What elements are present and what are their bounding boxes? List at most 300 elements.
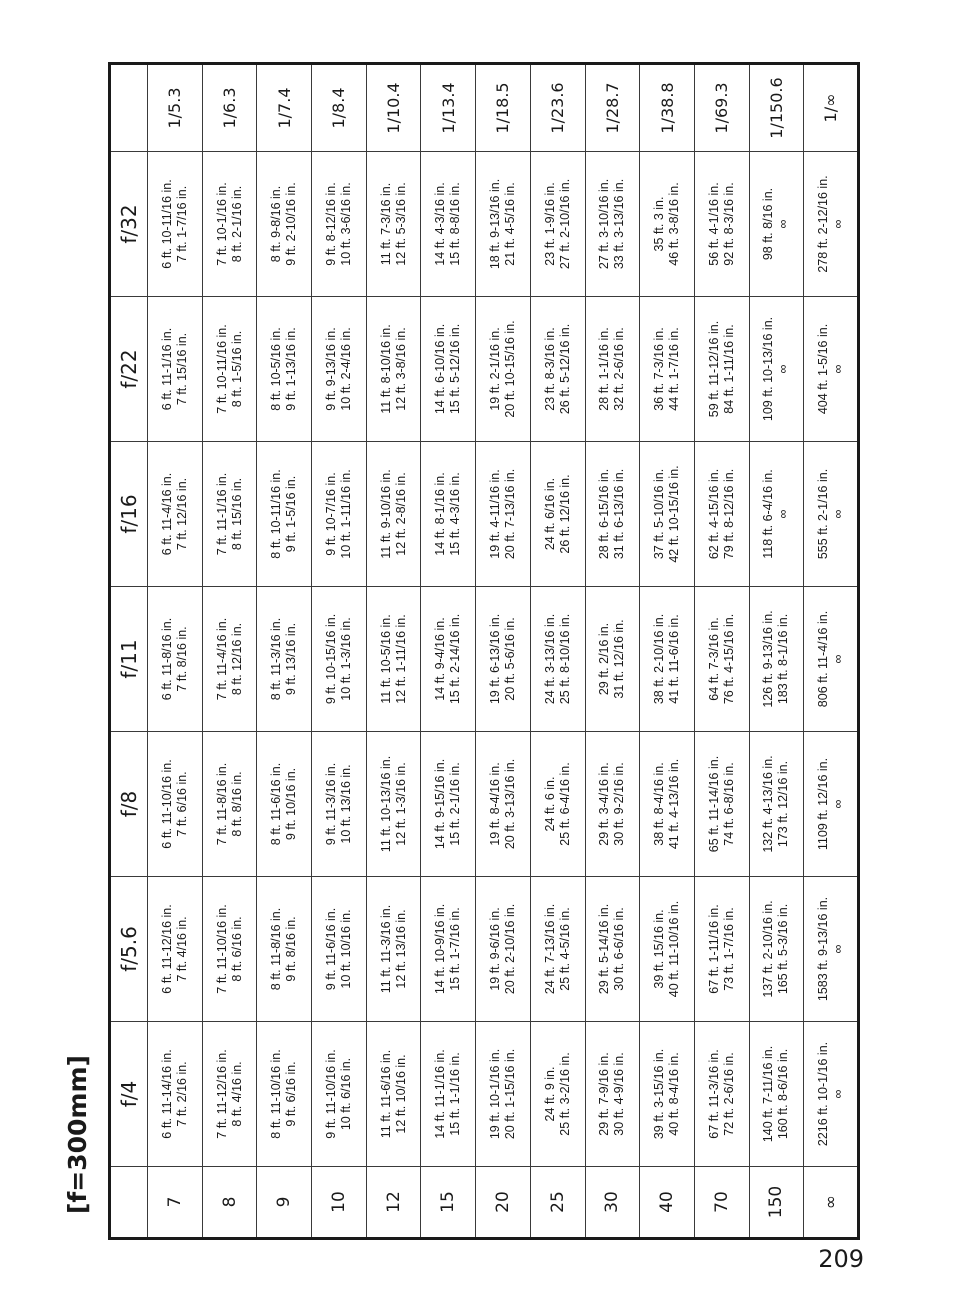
near-limit: 9 ft. 11-3/16 in.: [323, 762, 338, 846]
far-limit: 10 ft. 3-6/16 in.: [338, 182, 353, 266]
near-limit: 56 ft. 4-1/16 in.: [706, 182, 721, 266]
near-limit: 11 ft. 10-5/16 in.: [378, 614, 393, 704]
distance-cell: 9: [257, 1167, 312, 1239]
dof-range-cell: [421, 297, 476, 442]
distance-cell: 150: [749, 1167, 804, 1239]
far-limit: 7 ft. 2/16 in.: [174, 1061, 189, 1127]
far-limit: 26 ft. 5-12/16 in.: [557, 323, 572, 415]
reproduction-ratio-cell: 1/7.4: [257, 64, 312, 152]
dof-range-cell: [694, 587, 749, 732]
near-limit: 9 ft. 10-15/16 in.: [323, 613, 338, 705]
far-limit: 7 ft. 8/16 in.: [174, 626, 189, 692]
near-limit: 11 ft. 9-10/16 in.: [378, 469, 393, 559]
far-limit: 165 ft. 5-3/16 in.: [776, 903, 791, 995]
far-limit: 41 ft. 11-6/16 in.: [667, 614, 682, 704]
near-limit: 14 ft. 6-10/16 in.: [433, 323, 448, 415]
near-limit: 126 ft. 9-13/16 in.: [761, 610, 776, 708]
near-limit: 67 ft. 1-11/16 in.: [706, 904, 721, 994]
near-limit: 7 ft. 11-8/16 in.: [214, 762, 229, 846]
reproduction-ratio-cell: 1/38.8: [640, 64, 695, 152]
far-limit: 9 ft. 1-5/16 in.: [284, 475, 299, 553]
near-limit: 23 ft. 1-9/16 in.: [542, 182, 557, 266]
near-limit: 19 ft. 2-1/16 in.: [487, 327, 502, 411]
near-limit: 11 ft. 11-6/16 in.: [378, 1049, 393, 1139]
far-limit: 8 ft. 15/16 in.: [229, 477, 244, 551]
far-limit: ∞: [830, 219, 845, 229]
distance-cell: 10: [312, 1167, 367, 1239]
dof-range-cell: [694, 877, 749, 1022]
far-limit: 31 ft. 6-13/16 in.: [612, 468, 627, 560]
far-limit: 20 ft. 5-6/16 in.: [502, 617, 517, 701]
dof-range-cell: [148, 877, 203, 1022]
near-limit: 11 ft. 8-10/16 in.: [378, 324, 393, 414]
far-limit: 10 ft. 10/16 in.: [338, 909, 353, 989]
table-row: [148, 64, 203, 1239]
far-limit: 10 ft. 13/16 in.: [338, 764, 353, 844]
far-limit: 8 ft. 6/16 in.: [229, 916, 244, 982]
near-limit: 19 ft. 10-1/16 in.: [487, 1048, 502, 1140]
dof-range-cell: [640, 1022, 695, 1167]
dof-range-cell: [202, 877, 257, 1022]
table-row: [749, 64, 804, 1239]
reproduction-ratio-cell: 1/69.3: [694, 64, 749, 152]
near-limit: 7 ft. 10-11/16 in.: [214, 324, 229, 414]
dof-range-cell: [640, 732, 695, 877]
far-limit: ∞: [830, 799, 845, 809]
distance-cell: 30: [585, 1167, 640, 1239]
dof-range-cell: [148, 1022, 203, 1167]
far-limit: ∞: [830, 944, 845, 954]
far-limit: 9 ft. 6/16 in.: [284, 1061, 299, 1127]
distance-cell: 20: [476, 1167, 531, 1239]
far-limit: 10 ft. 6/16 in.: [338, 1057, 353, 1131]
near-limit: 23 ft. 8-3/16 in.: [542, 327, 557, 411]
near-limit: 65 ft. 11-14/16 in.: [706, 755, 721, 853]
far-limit: 84 ft. 1-11/16 in.: [721, 324, 736, 414]
far-limit: 73 ft. 1-7/16 in.: [721, 907, 736, 991]
near-limit: 11 ft. 10-13/16 in.: [378, 755, 393, 853]
reproduction-ratio-cell: 1/10.4: [366, 64, 421, 152]
near-limit: 7 ft. 11-4/16 in.: [214, 617, 229, 701]
dof-range-cell: [804, 732, 859, 877]
reproduction-ratio-cell: 1/∞: [804, 64, 859, 152]
dof-range-cell: [530, 732, 585, 877]
far-limit: 7 ft. 6/16 in.: [174, 771, 189, 837]
near-limit: 29 ft. 3-4/16 in.: [597, 762, 612, 846]
far-limit: 41 ft. 4-13/16 in.: [667, 758, 682, 850]
dof-range-cell: [694, 732, 749, 877]
near-limit: 7 ft. 10-1/16 in.: [214, 182, 229, 266]
dof-range-cell: [804, 297, 859, 442]
near-limit: 6 ft. 11-14/16 in.: [159, 1049, 174, 1139]
far-limit: 40 ft. 8-4/16 in.: [667, 1052, 682, 1136]
distance-cell: ∞: [804, 1167, 859, 1239]
far-limit: 26 ft. 12/16 in.: [557, 474, 572, 554]
far-limit: 76 ft. 4-15/16 in.: [721, 613, 736, 705]
near-limit: 1109 ft. 12/16 in.: [815, 757, 830, 851]
near-limit: 9 ft. 11-10/16 in.: [323, 1049, 338, 1139]
distance-cell: 70: [694, 1167, 749, 1239]
near-limit: 6 ft. 11-1/16 in.: [159, 327, 174, 411]
depth-of-field-table-wrapper: [108, 77, 860, 1240]
far-limit: 8 ft. 1-5/16 in.: [229, 330, 244, 408]
dof-range-cell: [476, 877, 531, 1022]
near-limit: 278 ft. 2-12/16 in.: [815, 175, 830, 273]
table-row: [530, 64, 585, 1239]
dof-range-cell: [640, 877, 695, 1022]
near-limit: 132 ft. 4-13/16 in.: [761, 755, 776, 853]
near-limit: 28 ft. 1-1/16 in.: [597, 327, 612, 411]
far-limit: 15 ft. 2-14/16 in.: [448, 613, 463, 705]
near-limit: 14 ft. 9-15/16 in.: [433, 758, 448, 850]
dof-range-cell: [694, 297, 749, 442]
far-limit: 9 ft. 2-10/16 in.: [284, 182, 299, 266]
dof-range-cell: [257, 297, 312, 442]
aperture-header: f/5.6: [110, 877, 148, 1022]
dof-range-cell: [530, 152, 585, 297]
far-limit: 42 ft. 10-15/16 in.: [667, 465, 682, 563]
dof-range-cell: [804, 877, 859, 1022]
far-limit: 44 ft. 1-7/16 in.: [667, 327, 682, 411]
dof-range-cell: [640, 297, 695, 442]
near-limit: 39 ft. 3-15/16 in.: [652, 1048, 667, 1140]
far-limit: 92 ft. 8-3/16 in.: [721, 182, 736, 266]
dof-range-cell: [530, 587, 585, 732]
far-limit: ∞: [776, 509, 791, 519]
dof-range-cell: [640, 442, 695, 587]
far-limit: 31 ft. 12/16 in.: [612, 619, 627, 699]
near-limit: 19 ft. 9-6/16 in.: [487, 907, 502, 991]
far-limit: 72 ft. 2-6/16 in.: [721, 1052, 736, 1136]
table-row: [312, 64, 367, 1239]
far-limit: 10 ft. 1-11/16 in.: [338, 469, 353, 559]
header-row: [110, 64, 148, 1239]
far-limit: 15 ft. 1-7/16 in.: [448, 907, 463, 991]
far-limit: 7 ft. 1-7/16 in.: [174, 185, 189, 263]
near-limit: 27 ft. 3-10/16 in.: [597, 178, 612, 270]
dof-range-cell: [312, 297, 367, 442]
near-limit: 28 ft. 6-15/16 in.: [597, 468, 612, 560]
dof-range-cell: [202, 442, 257, 587]
far-limit: 9 ft. 1-13/16 in.: [284, 327, 299, 411]
dof-range-cell: [202, 587, 257, 732]
page-number: 209: [818, 1245, 864, 1273]
far-limit: 12 ft. 2-8/16 in.: [393, 472, 408, 556]
dof-range-cell: [421, 152, 476, 297]
near-limit: 19 ft. 6-13/16 in.: [487, 613, 502, 705]
dof-range-cell: [202, 297, 257, 442]
distance-cell: 12: [366, 1167, 421, 1239]
far-limit: 15 ft. 2-1/16 in.: [448, 762, 463, 846]
aperture-header: f/11: [110, 587, 148, 732]
dof-range-cell: [804, 442, 859, 587]
dof-range-cell: [366, 442, 421, 587]
table-body: [148, 64, 859, 1239]
near-limit: 14 ft. 8-1/16 in.: [433, 472, 448, 556]
table-row: [421, 64, 476, 1239]
near-limit: 64 ft. 7-3/16 in.: [706, 617, 721, 701]
dof-range-cell: [202, 1022, 257, 1167]
near-limit: 7 ft. 11-10/16 in.: [214, 904, 229, 994]
dof-range-cell: [530, 297, 585, 442]
near-limit: 6 ft. 10-11/16 in.: [159, 179, 174, 269]
far-limit: 27 ft. 2-10/16 in.: [557, 178, 572, 270]
near-limit: 19 ft. 4-11/16 in.: [487, 469, 502, 559]
far-limit: 74 ft. 6-8/16 in.: [721, 762, 736, 846]
table-row: [257, 64, 312, 1239]
far-limit: 32 ft. 2-6/16 in.: [612, 327, 627, 411]
reproduction-ratio-cell: 1/28.7: [585, 64, 640, 152]
far-limit: ∞: [776, 219, 791, 229]
aperture-header: f/32: [110, 152, 148, 297]
dof-range-cell: [585, 732, 640, 877]
near-limit: 37 ft. 5-10/16 in.: [652, 468, 667, 560]
dof-range-cell: [257, 1022, 312, 1167]
far-limit: 12 ft. 1-11/16 in.: [393, 614, 408, 704]
far-limit: 8 ft. 4/16 in.: [229, 1061, 244, 1127]
near-limit: 8 ft. 10-11/16 in.: [269, 469, 284, 559]
near-limit: 11 ft. 7-3/16 in.: [378, 182, 393, 266]
far-limit: 30 ft. 6-6/16 in.: [612, 907, 627, 991]
table-row: [476, 64, 531, 1239]
dof-range-cell: [640, 587, 695, 732]
table-row: [202, 64, 257, 1239]
near-limit: 29 ft. 5-14/16 in.: [597, 903, 612, 995]
reproduction-ratio-cell: 1/8.4: [312, 64, 367, 152]
dof-range-cell: [366, 152, 421, 297]
far-limit: 21 ft. 4-5/16 in.: [502, 182, 517, 266]
dof-range-cell: [804, 152, 859, 297]
far-limit: 9 ft. 8/16 in.: [284, 916, 299, 982]
far-limit: 12 ft. 1-3/16 in.: [393, 762, 408, 846]
far-limit: 10 ft. 2-4/16 in.: [338, 327, 353, 411]
near-limit: 62 ft. 4-15/16 in.: [706, 468, 721, 560]
far-limit: 33 ft. 3-13/16 in.: [612, 178, 627, 270]
dof-range-cell: [585, 1022, 640, 1167]
near-limit: 6 ft. 11-12/16 in.: [159, 904, 174, 994]
distance-cell: 40: [640, 1167, 695, 1239]
dof-range-cell: [366, 877, 421, 1022]
page-title: [f=300mm]: [63, 1055, 92, 1214]
near-limit: 404 ft. 1-5/16 in.: [815, 323, 830, 415]
dof-range-cell: [585, 297, 640, 442]
dof-range-cell: [694, 442, 749, 587]
near-limit: 24 ft. 6 in.: [542, 776, 557, 832]
dof-range-cell: [312, 152, 367, 297]
dof-range-cell: [530, 442, 585, 587]
dof-range-cell: [476, 152, 531, 297]
near-limit: 140 ft. 7-11/16 in.: [761, 1045, 776, 1143]
reproduction-ratio-cell: 1/13.4: [421, 64, 476, 152]
near-limit: 118 ft. 6-4/16 in.: [761, 469, 776, 559]
reproduction-ratio-cell: 1/5.3: [148, 64, 203, 152]
far-limit: 25 ft. 6-4/16 in.: [557, 762, 572, 846]
dof-range-cell: [530, 1022, 585, 1167]
near-limit: 8 ft. 10-5/16 in.: [269, 327, 284, 411]
near-limit: 29 ft. 2/16 in.: [597, 622, 612, 696]
dof-range-cell: [476, 587, 531, 732]
dof-range-cell: [257, 442, 312, 587]
near-limit: 11 ft. 11-3/16 in.: [378, 904, 393, 994]
far-limit: 8 ft. 12/16 in.: [229, 622, 244, 696]
dof-range-cell: [585, 152, 640, 297]
far-limit: 25 ft. 4-5/16 in.: [557, 907, 572, 991]
dof-range-cell: [202, 732, 257, 877]
far-limit: 7 ft. 4/16 in.: [174, 916, 189, 982]
dof-range-cell: [257, 877, 312, 1022]
near-limit: 6 ft. 11-10/16 in.: [159, 759, 174, 849]
dof-range-cell: [312, 877, 367, 1022]
far-limit: 8 ft. 2-1/16 in.: [229, 185, 244, 263]
table-row: [804, 64, 859, 1239]
near-limit: 1583 ft. 9-13/16 in.: [815, 896, 830, 1002]
dof-range-cell: [366, 732, 421, 877]
dof-range-cell: [202, 152, 257, 297]
dof-range-cell: [640, 152, 695, 297]
near-limit: 8 ft. 11-8/16 in.: [269, 907, 284, 991]
far-limit: 173 ft. 12/16 in.: [776, 760, 791, 848]
reproduction-ratio-cell: 1/23.6: [530, 64, 585, 152]
near-limit: 19 ft. 8-4/16 in.: [487, 762, 502, 846]
near-limit: 24 ft. 6/16 in.: [542, 477, 557, 551]
dof-range-cell: [421, 1022, 476, 1167]
table-row: [640, 64, 695, 1239]
distance-cell: 8: [202, 1167, 257, 1239]
dof-range-cell: [148, 152, 203, 297]
far-limit: 20 ft. 7-13/16 in.: [502, 468, 517, 560]
distance-cell: 7: [148, 1167, 203, 1239]
far-limit: 30 ft. 9-2/16 in.: [612, 762, 627, 846]
dof-range-cell: [476, 732, 531, 877]
near-limit: 9 ft. 8-12/16 in.: [323, 182, 338, 266]
far-limit: 7 ft. 12/16 in.: [174, 477, 189, 551]
far-limit: 20 ft. 10-15/16 in.: [502, 320, 517, 418]
dof-range-cell: [257, 732, 312, 877]
near-limit: 24 ft. 9 in.: [542, 1066, 557, 1122]
dof-range-cell: [257, 587, 312, 732]
far-limit: 160 ft. 8-6/16 in.: [776, 1048, 791, 1140]
aperture-header: f/8: [110, 732, 148, 877]
far-limit: ∞: [830, 1089, 845, 1099]
dof-range-cell: [804, 587, 859, 732]
near-limit: 38 ft. 8-4/16 in.: [652, 762, 667, 846]
near-limit: 14 ft. 11-1/16 in.: [433, 1049, 448, 1139]
dof-range-cell: [312, 1022, 367, 1167]
dof-range-cell: [148, 297, 203, 442]
dof-range-cell: [312, 587, 367, 732]
dof-range-cell: [366, 587, 421, 732]
dof-range-cell: [749, 1022, 804, 1167]
dof-range-cell: [749, 442, 804, 587]
header-corner-cell: [110, 1167, 148, 1239]
distance-cell: 15: [421, 1167, 476, 1239]
dof-range-cell: [476, 442, 531, 587]
far-limit: 25 ft. 8-10/16 in.: [557, 613, 572, 705]
far-limit: 12 ft. 5-3/16 in.: [393, 182, 408, 266]
near-limit: 806 ft. 11-4/16 in.: [815, 610, 830, 708]
far-limit: ∞: [776, 364, 791, 374]
distance-cell: 25: [530, 1167, 585, 1239]
dof-range-cell: [148, 587, 203, 732]
near-limit: 18 ft. 9-13/16 in.: [487, 178, 502, 270]
depth-of-field-table: [108, 62, 860, 1240]
far-limit: 79 ft. 8-12/16 in.: [721, 468, 736, 560]
near-limit: 555 ft. 2-1/16 in.: [815, 468, 830, 560]
near-limit: 59 ft. 11-12/16 in.: [706, 320, 721, 418]
near-limit: 39 ft. 15/16 in.: [652, 909, 667, 989]
dof-range-cell: [312, 442, 367, 587]
dof-range-cell: [366, 1022, 421, 1167]
near-limit: 6 ft. 11-8/16 in.: [159, 617, 174, 701]
table-row: [585, 64, 640, 1239]
near-limit: 7 ft. 11-1/16 in.: [214, 472, 229, 556]
dof-range-cell: [749, 877, 804, 1022]
reproduction-ratio-cell: 1/150.6: [749, 64, 804, 152]
near-limit: 38 ft. 2-10/16 in.: [652, 613, 667, 705]
dof-range-cell: [421, 732, 476, 877]
near-limit: 35 ft. 3 in.: [652, 196, 667, 252]
dof-range-cell: [312, 732, 367, 877]
dof-range-cell: [148, 442, 203, 587]
far-limit: 46 ft. 3-8/16 in.: [667, 182, 682, 266]
dof-range-cell: [694, 1022, 749, 1167]
near-limit: 6 ft. 11-4/16 in.: [159, 472, 174, 556]
dof-range-cell: [476, 297, 531, 442]
far-limit: ∞: [830, 654, 845, 664]
far-limit: 12 ft. 10/16 in.: [393, 1054, 408, 1134]
near-limit: 2216 ft. 10-1/16 in.: [815, 1041, 830, 1147]
far-limit: 12 ft. 13/16 in.: [393, 909, 408, 989]
near-limit: 9 ft. 10-7/16 in.: [323, 472, 338, 556]
far-limit: 20 ft. 3-13/16 in.: [502, 758, 517, 850]
dof-range-cell: [421, 587, 476, 732]
table-row: [694, 64, 749, 1239]
far-limit: 10 ft. 1-3/16 in.: [338, 617, 353, 701]
near-limit: 24 ft. 7-13/16 in.: [542, 903, 557, 995]
near-limit: 8 ft. 9-8/16 in.: [269, 185, 284, 263]
dof-range-cell: [585, 587, 640, 732]
dof-range-cell: [804, 1022, 859, 1167]
dof-range-cell: [421, 442, 476, 587]
far-limit: 9 ft. 13/16 in.: [284, 622, 299, 696]
far-limit: 30 ft. 4-9/16 in.: [612, 1052, 627, 1136]
far-limit: 183 ft. 8-1/16 in.: [776, 613, 791, 705]
far-limit: 40 ft. 11-10/16 in.: [667, 900, 682, 998]
near-limit: 36 ft. 7-3/16 in.: [652, 327, 667, 411]
dof-range-cell: [148, 732, 203, 877]
reproduction-ratio-cell: 1/18.5: [476, 64, 531, 152]
far-limit: ∞: [830, 364, 845, 374]
dof-range-cell: [585, 442, 640, 587]
far-limit: 25 ft. 3-2/16 in.: [557, 1052, 572, 1136]
dof-range-cell: [749, 152, 804, 297]
aperture-header: f/22: [110, 297, 148, 442]
dof-range-cell: [694, 152, 749, 297]
near-limit: 24 ft. 3-13/16 in.: [542, 613, 557, 705]
aperture-header: f/4: [110, 1022, 148, 1167]
dof-range-cell: [257, 152, 312, 297]
dof-range-cell: [749, 732, 804, 877]
header-empty-cell: [110, 64, 148, 152]
far-limit: 7 ft. 15/16 in.: [174, 332, 189, 406]
near-limit: 109 ft. 10-13/16 in.: [761, 316, 776, 422]
near-limit: 8 ft. 11-3/16 in.: [269, 617, 284, 701]
far-limit: 15 ft. 8-8/16 in.: [448, 182, 463, 266]
near-limit: 137 ft. 2-10/16 in.: [761, 900, 776, 998]
near-limit: 8 ft. 11-10/16 in.: [269, 1049, 284, 1139]
far-limit: 8 ft. 8/16 in.: [229, 771, 244, 837]
near-limit: 7 ft. 11-12/16 in.: [214, 1049, 229, 1139]
